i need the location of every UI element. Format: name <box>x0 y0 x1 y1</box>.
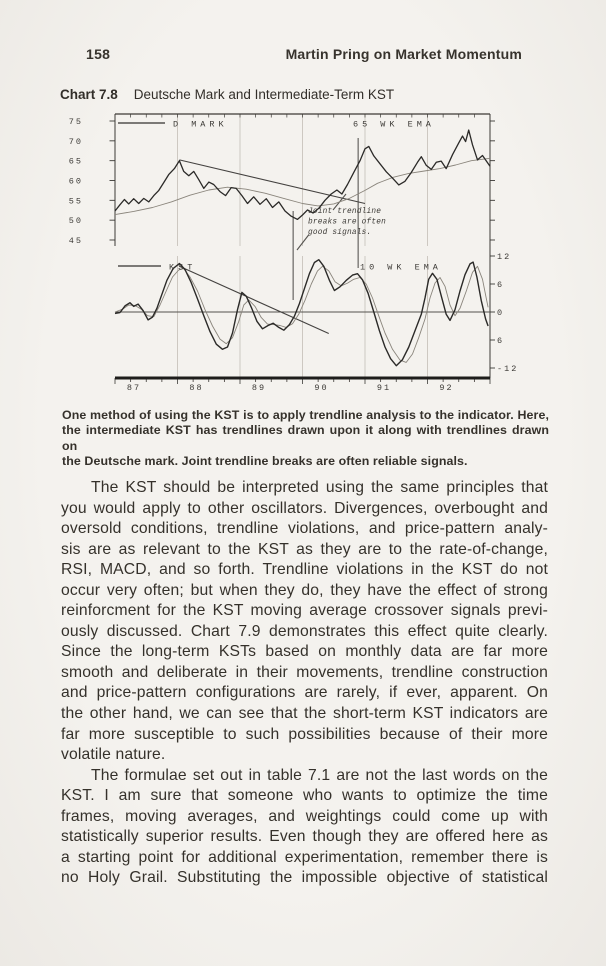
chart-title: Deutsche Mark and Intermediate-Term KST <box>133 87 395 102</box>
text-line: oversold conditions, trendline violations, and price-pattern analy- <box>61 520 548 538</box>
annotation-line: good signals. <box>308 229 372 237</box>
text-line: reinforcment for the KST moving average crossover signals previ- <box>61 602 548 620</box>
legend-dmark: D MARK <box>173 119 228 130</box>
text-line: far more susceptible to such possibilities because of their more <box>61 725 548 743</box>
y-label-price: 75 <box>68 117 83 127</box>
chart-caption <box>62 408 549 469</box>
y-label-price: 60 <box>68 176 83 187</box>
y-label-kst: -12 <box>497 364 519 375</box>
text-line: Since the long-term KSTs based on monthly data are far more <box>61 643 548 661</box>
caption-line: One method of using the KST is to apply trendline analysis to the indicator. Here, <box>62 408 549 422</box>
text-line: volatile nature. <box>61 746 166 764</box>
x-label: 89 <box>251 383 267 393</box>
text-line: KST. I am sure that someone who wants to optimize the time <box>61 787 548 805</box>
x-label: 88 <box>189 383 204 393</box>
paragraph <box>61 478 548 766</box>
y-label-kst: 6 <box>497 336 505 347</box>
y-label-kst: 6 <box>497 279 505 290</box>
text-line: statistically superior results. Even though they are offered here as <box>61 828 548 846</box>
kst-trendline <box>179 266 328 333</box>
legend-ema65: 65 WK EMA <box>353 119 435 130</box>
page-number: 158 <box>86 46 111 62</box>
text-line: frames, moving averages, and weightings could come up with <box>61 807 548 825</box>
caption-line: the intermediate KST has trendlines drawn upon it along with trendlines drawn on <box>62 423 549 453</box>
y-label-price: 70 <box>68 136 83 147</box>
text-line: RSI, MACD, and so forth. Trendline violations in the KST do not <box>61 561 548 579</box>
x-label: 91 <box>376 383 392 393</box>
y-label-price: 50 <box>68 216 83 227</box>
caption-line: the Deutsche mark. Joint trendline breaks are often reliable signals. <box>62 453 468 468</box>
text-line: The KST should be interpreted using the same principles that <box>91 479 548 496</box>
text-line: a starting point for additional experimentation, remember there is <box>61 848 548 866</box>
running-title: Martin Pring on Market Momentum <box>285 46 522 62</box>
x-label: 87 <box>126 383 142 393</box>
y-label-kst: 12 <box>497 251 512 262</box>
text-line: you would apply to other oscillators. Divergences, overbought and <box>61 499 548 517</box>
text-line: the other hand, we can see that the short-term KST indicators are <box>61 705 548 723</box>
y-label-price: 65 <box>68 156 83 167</box>
text-line: smooth and deliberate in their movements, trendline construction <box>61 663 548 681</box>
kst-line <box>115 260 488 366</box>
body-text <box>61 478 548 889</box>
legend-ema10: 10 WK EMA <box>360 262 442 273</box>
text-line: The formulae set out in table 7.1 are not the last words on the <box>91 766 548 784</box>
y-label-kst: 0 <box>497 308 505 318</box>
chart-heading <box>60 87 394 102</box>
annotation-line: breaks are often <box>308 218 387 227</box>
chart-figure <box>57 106 557 398</box>
legend-kst: KST <box>169 262 197 273</box>
ema10-line <box>115 266 488 362</box>
text-line: occur very often; but when they do, they have the effect of strong <box>61 581 548 599</box>
text-line: ously discussed. Chart 7.9 demonstrates this effect quite clearly. <box>61 622 548 640</box>
annotation-line: Joint trendline <box>308 208 382 216</box>
chart-svg <box>57 106 557 398</box>
price-trendline <box>179 160 365 204</box>
text-line: sis are as relevant to the KST as they are to the rate-of-change, <box>61 540 548 558</box>
text-line: and price-pattern configurations are rarely, if ever, apparent. On <box>61 684 548 702</box>
x-label: 92 <box>439 383 454 393</box>
paragraph <box>61 766 548 889</box>
y-label-price: 55 <box>68 196 83 207</box>
y-label-price: 45 <box>68 235 83 246</box>
text-line: no Holy Grail. Substituting the impossible objective of statistical <box>61 869 548 887</box>
chart-label: Chart 7.8 <box>60 87 118 102</box>
x-label: 90 <box>314 383 329 393</box>
